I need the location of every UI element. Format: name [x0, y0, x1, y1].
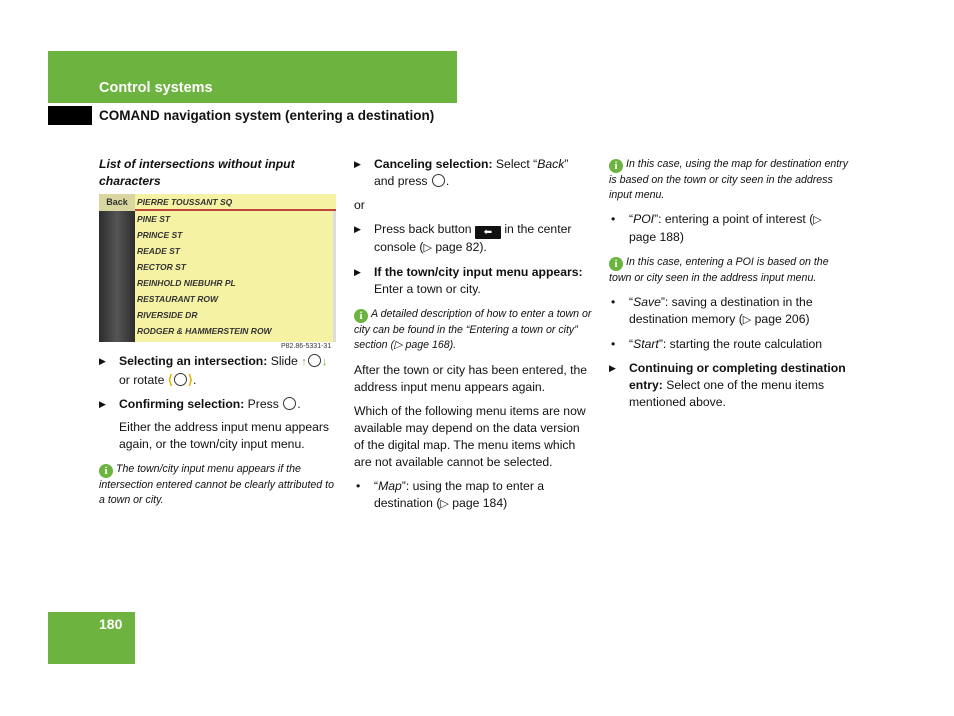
rotate-left-icon: ⟨ — [167, 372, 173, 387]
list-item: RECTOR ST — [137, 262, 186, 272]
screen-back-button: Back — [99, 194, 135, 211]
list-item: REINHOLD NIEBUHR PL — [137, 278, 236, 288]
paragraph: After the town or city has been entered, the address input menu appears again. — [354, 363, 588, 394]
list-item: RIVERSIDE DR — [137, 310, 198, 320]
bullet-icon: • — [611, 295, 616, 309]
info-icon: i — [609, 257, 623, 271]
controller-icon — [308, 354, 321, 367]
column-1-body — [99, 353, 339, 508]
step-town-city: ▶ If the town/city input menu appears: Enter a town or city. — [354, 265, 583, 296]
page-ref-icon: ▷ — [813, 214, 822, 226]
arrow-up-icon: ↑ — [301, 356, 307, 368]
intersection-list-screen — [99, 194, 336, 342]
screen-left-panel — [99, 211, 135, 342]
list-item: PINE ST — [137, 214, 171, 224]
step-continue: ▶ Continuing or completing destination entry: Select one of the menu items mentioned above. — [609, 361, 846, 409]
page-ref-icon: ▷ — [742, 314, 752, 326]
info-note: i The town/city input menu appears if the intersection entered cannot be clearly attributed to a town or city. — [99, 463, 334, 506]
list-item: READE ST — [137, 246, 180, 256]
bullet-icon: • — [611, 337, 616, 351]
or-text: or — [354, 198, 365, 212]
rotate-right-icon: ⟩ — [187, 372, 193, 387]
subsection-title: COMAND navigation system (entering a destination) — [99, 108, 435, 123]
press-icon — [283, 397, 296, 410]
page-ref-icon: ▷ — [440, 498, 449, 510]
info-icon: i — [354, 309, 368, 323]
arrow-right-icon: ▶ — [609, 363, 616, 373]
info-note: i A detailed description of how to enter a town or city can be found in the “Entering a town or city” section (▷ page 168). — [354, 308, 592, 351]
image-reference: P82.86-5331-31 — [281, 343, 332, 350]
page-ref-icon: ▷ — [394, 339, 403, 351]
list-item: RODGER & HAMMERSTEIN ROW — [137, 326, 272, 336]
step-cancel: ▶ Canceling selection: Select “Back” and press . — [354, 157, 569, 188]
step-confirm: ▶ Confirming selection: Press . — [99, 397, 301, 411]
section-title: Control systems — [99, 80, 213, 96]
info-icon: i — [609, 159, 623, 173]
press-icon — [432, 174, 445, 187]
page-number: 180 — [99, 616, 123, 632]
header-marker — [48, 106, 92, 125]
arrow-right-icon: ▶ — [354, 224, 361, 234]
paragraph: Which of the following menu items are now available may depend on the data version of the digital map. The menu items which are not available cannot be selected. — [354, 404, 586, 469]
info-icon: i — [99, 464, 113, 478]
bullet-icon: • — [611, 212, 616, 226]
bullet-start: • “Start”: starting the route calculation — [611, 337, 823, 351]
arrow-right-icon: ▶ — [99, 356, 106, 366]
arrow-right-icon: ▶ — [99, 399, 106, 409]
confirm-result: Either the address input menu appears again, or the town/city input menu. — [119, 420, 330, 451]
arrow-down-icon: ↓ — [321, 356, 328, 368]
screen-list — [135, 194, 336, 342]
bullet-icon: • — [356, 479, 361, 493]
step-select: ▶ Selecting an intersection: Slide ↑ ↓ or rotate ⟨ ⟩. — [99, 354, 328, 387]
list-item: RESTAURANT ROW — [137, 294, 219, 304]
bullet-map: • “Map”: using the map to enter a destination (▷ page 184) — [356, 479, 545, 510]
column-2 — [354, 156, 592, 513]
bullet-poi: • “POI”: entering a point of interest (▷ page 188) — [611, 212, 822, 244]
screen-scrollbar — [333, 211, 336, 342]
info-note: i In this case, entering a POI is based on the town or city seen in the address input menu. — [609, 256, 829, 284]
column-3 — [609, 157, 849, 411]
arrow-right-icon: ▶ — [354, 159, 361, 169]
figure-caption: List of intersections without input characters — [99, 157, 295, 188]
step-press-back: ▶ Press back button ⬅ in the center console (▷ page 82). — [354, 222, 572, 254]
column-1 — [99, 156, 339, 190]
page-ref-icon: ▷ — [423, 242, 432, 254]
list-item: PRINCE ST — [137, 230, 183, 240]
arrow-right-icon: ▶ — [354, 267, 361, 277]
bullet-save: • “Save”: saving a destination in the destination memory (▷ page 206) — [611, 295, 813, 326]
info-note: i In this case, using the map for destination entry is based on the town or city seen in the address input menu. — [609, 158, 849, 201]
controller-icon — [174, 373, 187, 386]
back-button-icon: ⬅ — [475, 226, 501, 239]
list-item: PIERRE TOUSSANT SQ — [135, 194, 336, 211]
